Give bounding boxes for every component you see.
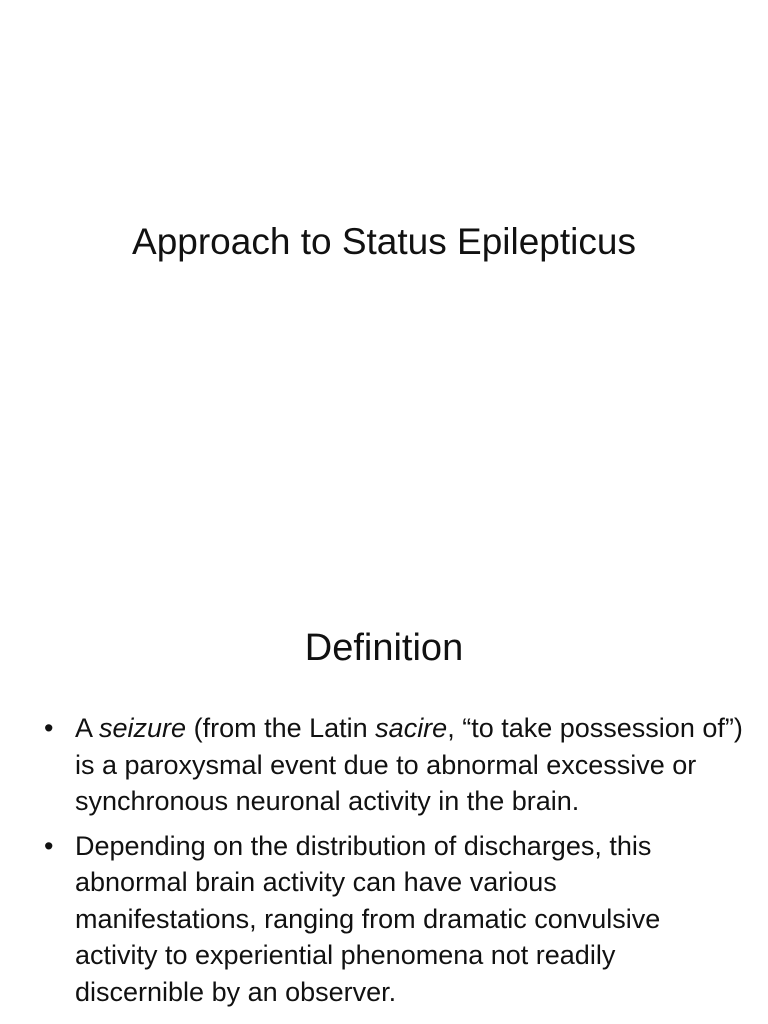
bullet-list [44, 710, 744, 1018]
bullet-item [44, 710, 744, 820]
text-run: Depending on the distribution of discharges, this abnormal brain activity can have various manifestations, ranging from dramatic convulsive activity to experiential phenomena not readily discernible by an observer. [75, 830, 661, 1007]
text-run: , “to take possession of”) is a paroxysmal event due to abnormal excessive or synchronous neuronal activity in the brain. [75, 713, 743, 816]
slide-title: Approach to Status Epilepticus [132, 221, 636, 262]
italic-term: seizure [99, 713, 187, 743]
bullet-item [44, 828, 744, 1011]
slide-heading: Definition [304, 627, 464, 669]
italic-term: sacire [375, 713, 448, 743]
bullet-icon: • [44, 713, 54, 743]
definition-slide [0, 560, 768, 1024]
text-run: A [75, 713, 100, 743]
bullet-icon: • [44, 830, 54, 861]
text-run: (from the Latin [186, 713, 376, 743]
bullet-text [75, 713, 743, 816]
bullet-text [75, 831, 660, 1007]
